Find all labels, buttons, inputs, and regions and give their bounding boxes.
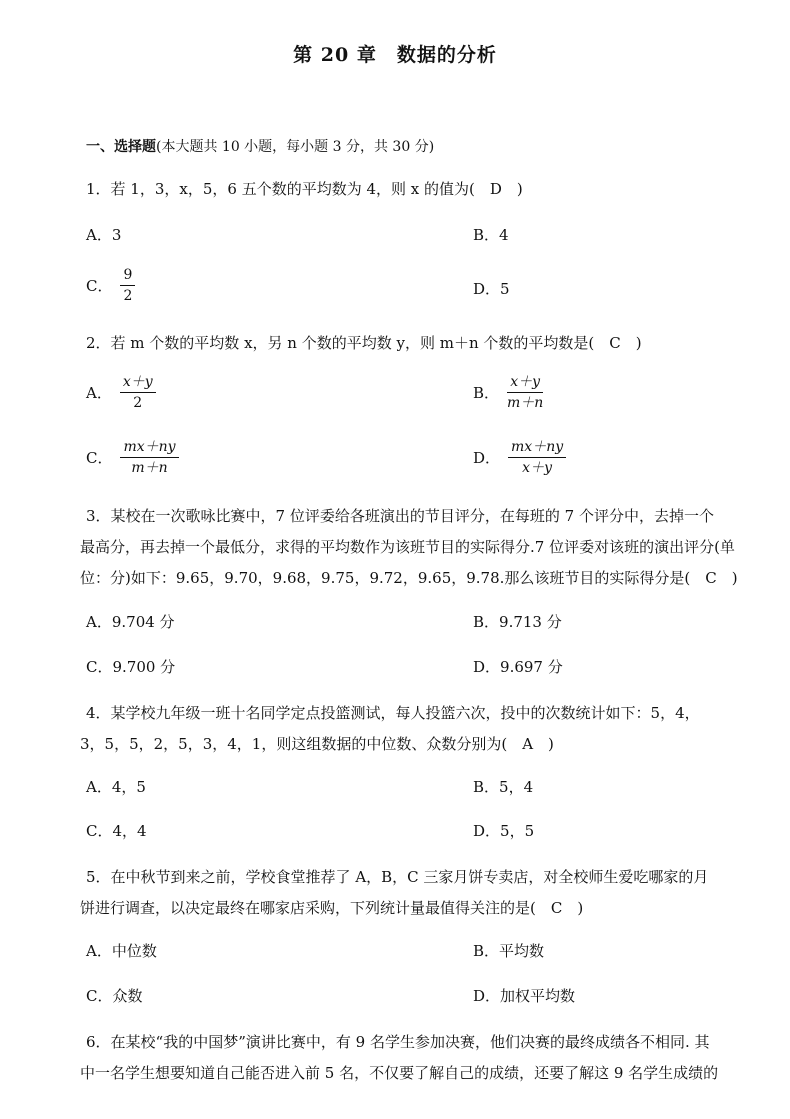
q1-option-b: B．4 xyxy=(473,226,509,244)
q2-option-c-label: C． xyxy=(86,449,113,467)
q2-option-b-label: B． xyxy=(473,384,500,402)
q2-option-b-fraction xyxy=(507,374,543,411)
question-5-line-2: 饼进行调查，以决定最终在哪家店采购，下列统计量最值得关注的是( C ) xyxy=(80,899,584,917)
question-6-line-1: 6．在某校“我的中国梦”演讲比赛中，有 9 名学生参加决赛，他们决赛的最终成绩各不相同. 其 xyxy=(86,1033,710,1051)
q3-option-b: B．9.713 分 xyxy=(473,613,562,631)
q1-option-a: A．3 xyxy=(86,226,122,244)
fraction-numerator: mx＋ny xyxy=(508,439,566,458)
page-title: 第 20 章 数据的分析 xyxy=(293,44,497,66)
q3-option-a: A．9.704 分 xyxy=(86,613,175,631)
question-5-line-1: 5．在中秋节到来之前，学校食堂推荐了 A，B，C 三家月饼专卖店，对全校师生爱吃哪家的月 xyxy=(86,868,709,886)
fraction-numerator: x＋y xyxy=(507,374,543,393)
question-4-line-1: 4．某学校九年级一班十名同学定点投篮测试，每人投篮六次，投中的次数统计如下：5，4， xyxy=(86,704,700,722)
q4-option-a: A．4，5 xyxy=(86,778,146,796)
fraction-denominator: m＋n xyxy=(507,395,544,411)
fraction-numerator: mx＋ny xyxy=(120,439,178,458)
q1-option-d: D．5 xyxy=(473,280,510,298)
q2-option-d-label: D． xyxy=(473,449,501,467)
section-title: 一、选择题 xyxy=(86,139,156,155)
q2-option-b xyxy=(473,374,543,411)
q2-option-a xyxy=(86,374,156,411)
fraction-denominator: x＋y xyxy=(522,460,552,476)
q2-option-c xyxy=(86,439,179,476)
question-2-stem: 2．若 m 个数的平均数 x，另 n 个数的平均数 y，则 m＋n 个数的平均数是( C ) xyxy=(86,334,642,352)
fraction-numerator: x＋y xyxy=(120,374,156,393)
question-1-stem: 1．若 1，3，x，5，6 五个数的平均数为 4，则 x 的值为( D ) xyxy=(86,180,523,198)
q3-option-c: C．9.700 分 xyxy=(86,658,176,676)
q2-option-a-fraction xyxy=(120,374,156,411)
q2-option-a-label: A． xyxy=(86,384,112,402)
question-3-line-1: 3．某校在一次歌咏比赛中，7 位评委给各班演出的节目评分，在每班的 7 个评分中，去掉一个 xyxy=(86,507,714,525)
q5-option-c: C．众数 xyxy=(86,987,143,1005)
fraction-denominator: 2 xyxy=(123,288,133,304)
question-6-line-2: 中一名学生想要知道自己能否进入前 5 名，不仅要了解自己的成绩，还要了解这 9 名学生成绩的 xyxy=(80,1064,719,1082)
question-3-line-3: 位：分)如下：9.65，9.70，9.68，9.75，9.72，9.65，9.78.那么该班节目的实际得分是( C ) xyxy=(80,569,738,587)
q5-option-b: B．平均数 xyxy=(473,942,545,960)
q1-option-c-fraction xyxy=(120,267,135,304)
q4-option-d: D．5，5 xyxy=(473,822,535,840)
q1-option-c xyxy=(86,267,135,304)
section-note: (本大题共 10 小题，每小题 3 分，共 30 分) xyxy=(156,139,435,155)
q4-option-c: C．4，4 xyxy=(86,822,147,840)
q2-option-d xyxy=(473,439,566,476)
section-heading xyxy=(86,136,434,156)
q2-option-c-fraction xyxy=(120,439,178,476)
q3-option-d: D．9.697 分 xyxy=(473,658,563,676)
fraction-denominator: 2 xyxy=(133,395,143,411)
fraction-denominator: m＋n xyxy=(131,460,168,476)
q1-option-c-label: C． xyxy=(86,277,113,295)
question-4-line-2: 3，5，5，2，5，3，4，1，则这组数据的中位数、众数分别为( A ) xyxy=(80,735,554,753)
q4-option-b: B．5，4 xyxy=(473,778,534,796)
fraction-numerator: 9 xyxy=(120,267,135,286)
q5-option-d: D．加权平均数 xyxy=(473,987,576,1005)
question-3-line-2: 最高分，再去掉一个最低分，求得的平均数作为该班节目的实际得分.7 位评委对该班的演出评分(单 xyxy=(80,538,735,556)
q5-option-a: A．中位数 xyxy=(86,942,157,960)
q2-option-d-fraction xyxy=(508,439,566,476)
